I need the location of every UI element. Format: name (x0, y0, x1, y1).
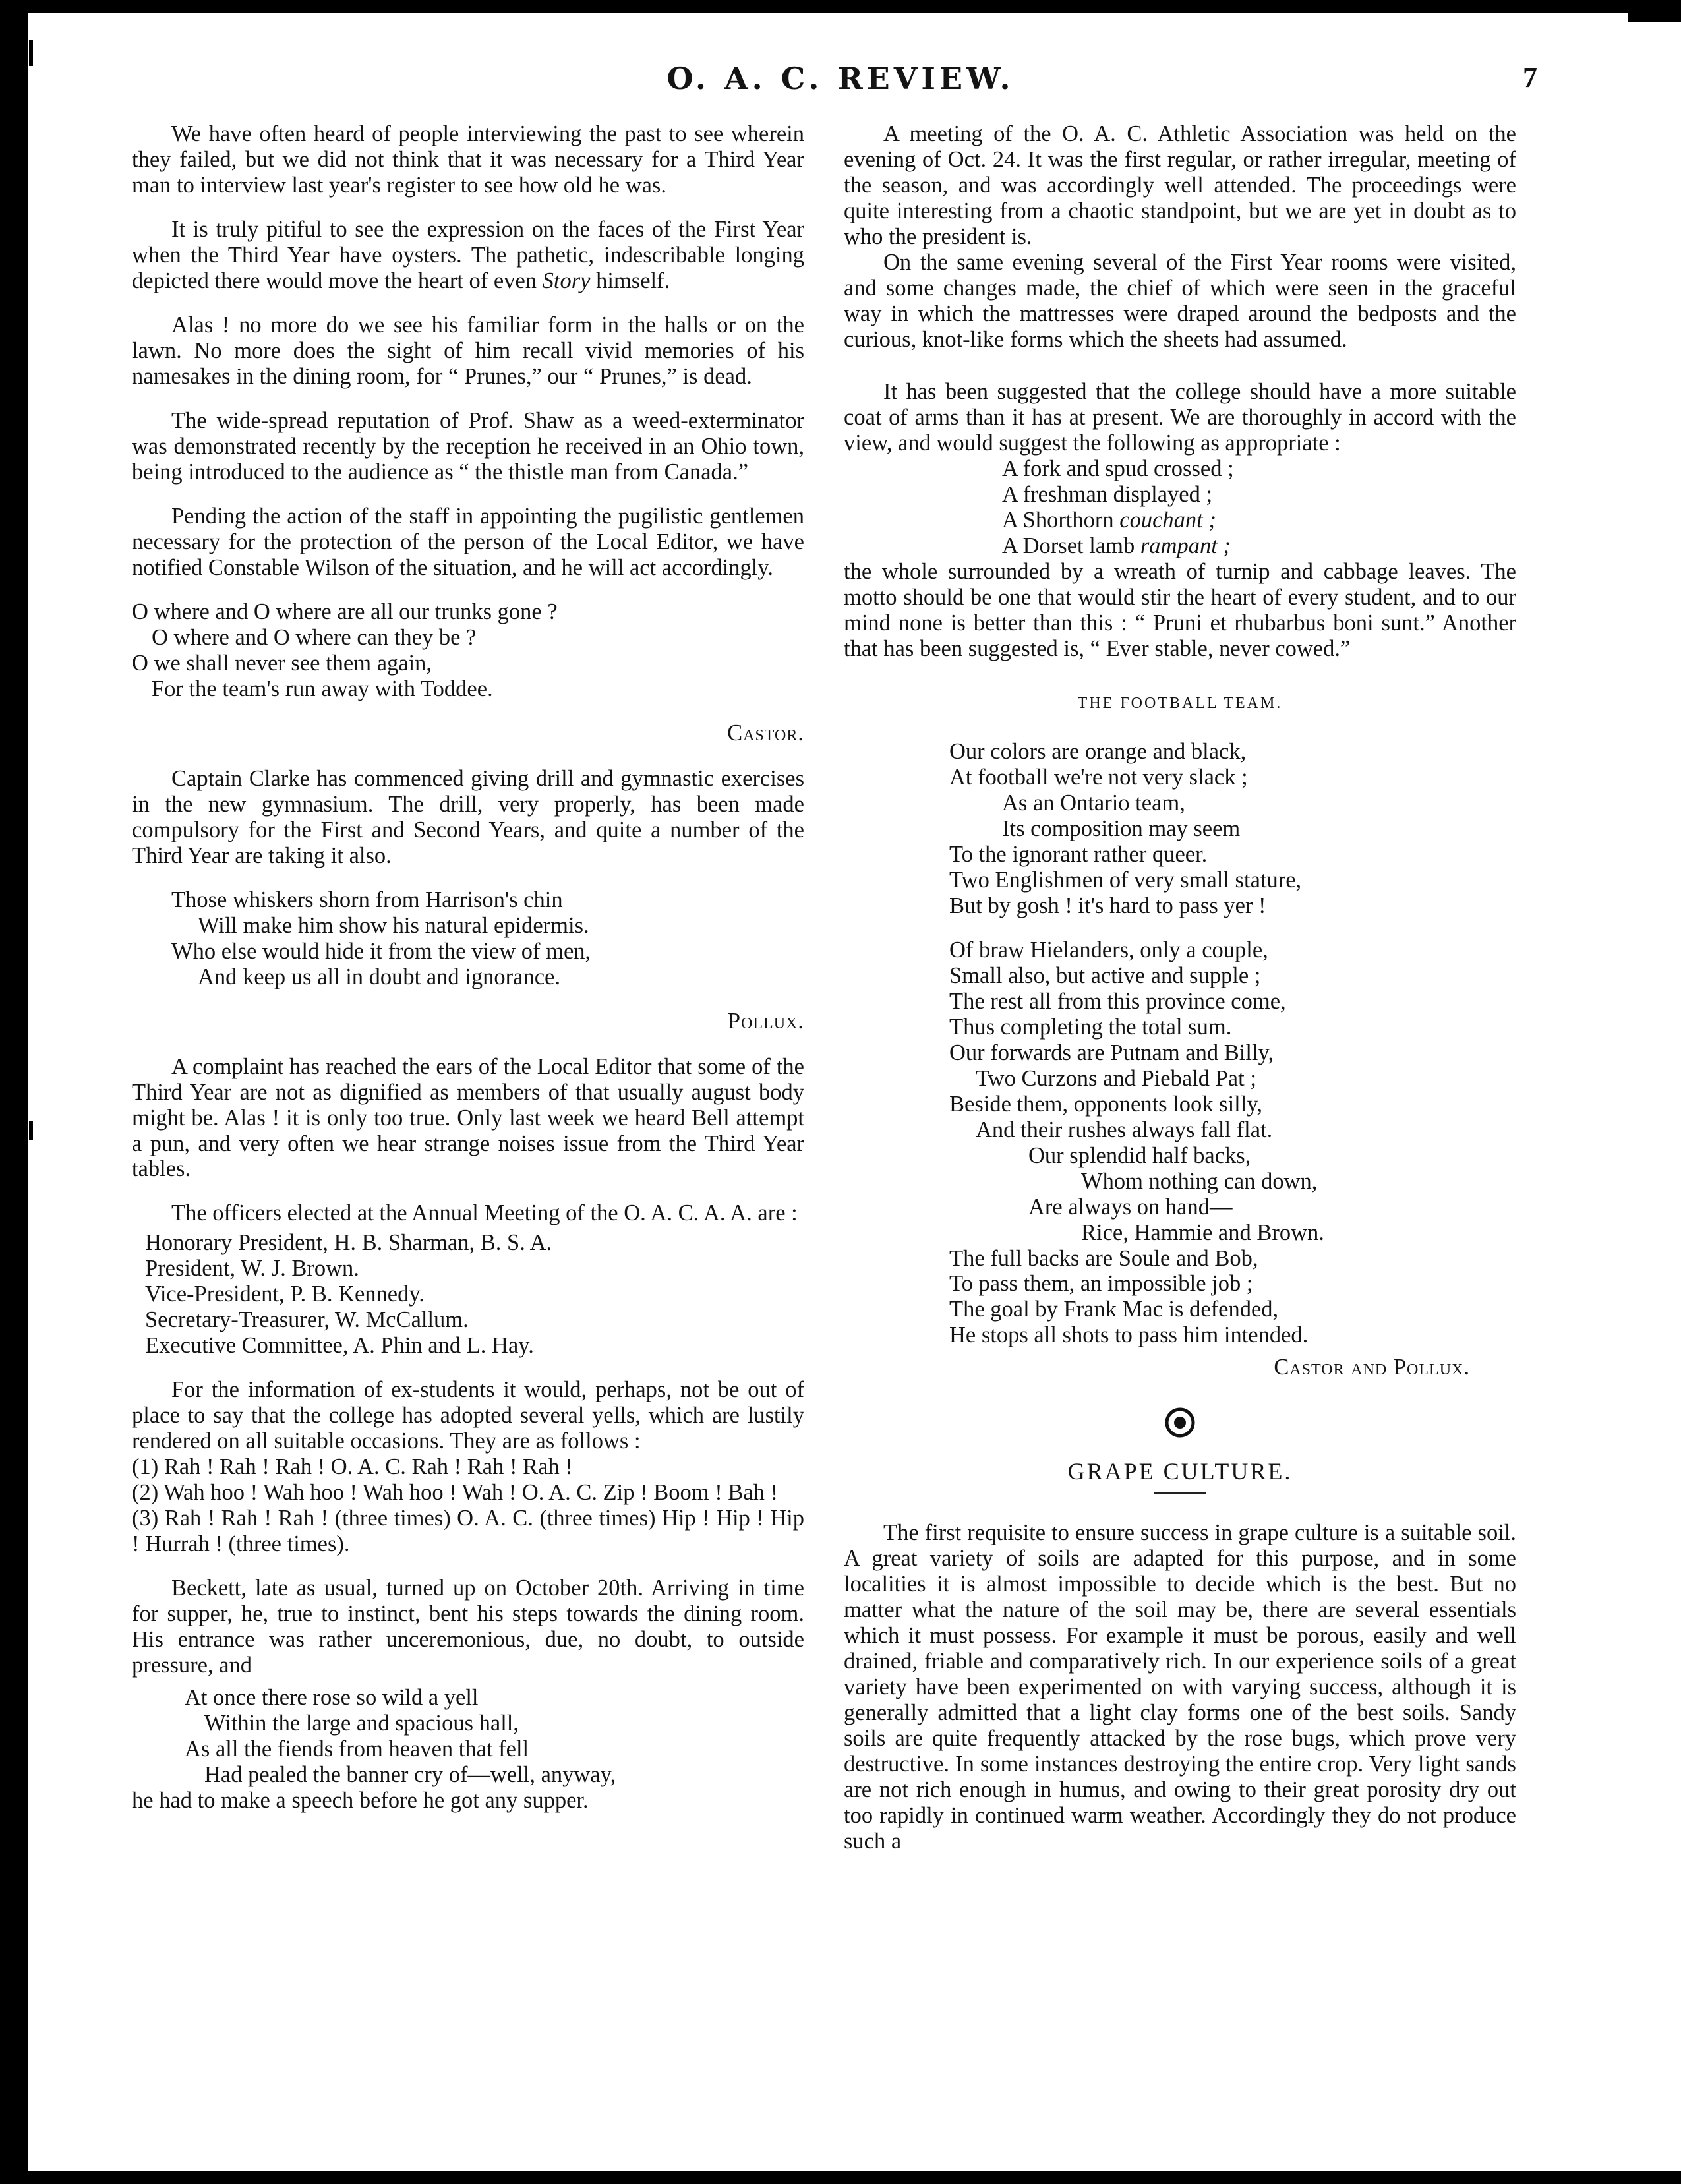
poem-line: Rice, Hammie and Brown. (1081, 1220, 1324, 1245)
signature: Castor and Pollux. (1274, 1355, 1470, 1380)
poem-stanza (844, 739, 1516, 919)
paragraph: Pending the action of the staff in appointing the pugilistic gentlemen necessary for the protection of the person of the Local Editor, we have notified Constable Wilson of the situation, and he will act accordingly. (132, 503, 804, 580)
italic-text: couchant ; (1119, 507, 1216, 533)
left-border (0, 0, 28, 2184)
bottom-border (0, 2171, 1681, 2184)
verse-line: For the team's run away with Toddee. (152, 676, 493, 701)
poem-line: Thus completing the total sum. (949, 1014, 1232, 1040)
officer-item: Executive Committee, A. Phin and L. Hay. (145, 1333, 534, 1359)
verse (132, 1685, 804, 1788)
officers-list (132, 1230, 804, 1359)
verse-line: Will make him show his natural epidermis. (198, 912, 589, 938)
paragraph: On the same evening several of the First Year rooms were visited, and some changes made, the chief of which were seen in the graceful way in which the mattresses were draped around the bedposts and the curious, knot-like forms which the sheets had assumed. (844, 249, 1516, 352)
paragraph: Alas ! no more do we see his familiar form in the halls or on the lawn. No more does the sight of him recall vivid memories of his namesakes in the dining room, for “ Prunes,” our “ Prunes,” is dead. (132, 312, 804, 389)
poem-line: Its composition may seem (1002, 815, 1241, 841)
yell-text: (3) Rah ! Rah ! Rah ! (three times) O. A. C. (three times) Hip ! Hip ! Hip ! Hurrah ! (three times). (132, 1506, 804, 1557)
top-border (0, 0, 1628, 13)
officer-item: Honorary President, H. B. Sharman, B. S. A. (145, 1230, 552, 1256)
poem-line: But by gosh ! it's hard to pass yer ! (949, 893, 1266, 918)
arms-item: A fork and spud crossed ; (1002, 456, 1234, 481)
italic-text: rampant ; (1140, 533, 1231, 558)
paragraph: We have often heard of people interviewing the past to see wherein they failed, but we did not think that it was necessary for a Third Year man to interview last year's register to see how old he was. (132, 121, 804, 198)
poem-line: The goal by Frank Mac is defended, (949, 1297, 1279, 1322)
verse (132, 887, 804, 990)
verse-line: Within the large and spacious hall, (204, 1711, 519, 1736)
poem-line: Are always on hand— (1028, 1194, 1233, 1220)
poem-line: The full backs are Soule and Bob, (949, 1245, 1258, 1271)
signature: Castor. (727, 720, 804, 746)
poem-line: The rest all from this province come, (949, 988, 1286, 1014)
verse-line: As all the fiends from heaven that fell (185, 1736, 529, 1762)
paragraph: The officers elected at the Annual Meeting of the O. A. C. A. A. are : (171, 1200, 798, 1226)
heading-rule (1154, 1492, 1206, 1494)
verse-line: O where and O where can they be ? (152, 624, 477, 650)
right-column (844, 121, 1516, 1873)
arms-item (1002, 533, 1516, 559)
arms-item: A freshman displayed ; (1002, 481, 1213, 507)
text-run: A Dorset lamb (1002, 533, 1140, 558)
poem-line: Two Englishmen of very small stature, (949, 867, 1302, 893)
verse-line: And keep us all in doubt and ignorance. (198, 964, 560, 989)
left-column (132, 121, 804, 1814)
page-number: 7 (1523, 61, 1537, 94)
poem-line: And their rushes always fall flat. (976, 1117, 1273, 1142)
italic-text: Story (542, 268, 591, 293)
page-header (0, 61, 1681, 100)
top-border-cap (1628, 0, 1681, 22)
officer-item: Vice-President, P. B. Kennedy. (145, 1282, 425, 1307)
yells-list (132, 1454, 804, 1557)
section-heading: THE FOOTBALL TEAM. (1077, 694, 1283, 712)
section-heading: GRAPE CULTURE. (1067, 1458, 1293, 1485)
paragraph: It has been suggested that the college should have a more suitable coat of arms than it has at present. We are thoroughly in accord with the view, and would suggest the following as appropriate : (844, 378, 1516, 456)
paragraph-end: he had to make a speech before he got any supper. (132, 1788, 589, 1814)
paragraph: For the information of ex-students it would, perhaps, not be out of place to say that the college has adopted several yells, which are lustily rendered on all suitable occasions. They are as follows : (132, 1377, 804, 1454)
verse-line: Had pealed the banner cry of—well, anyway, (204, 1762, 616, 1788)
paragraph (132, 217, 804, 294)
poem-line: Our splendid half backs, (1028, 1142, 1251, 1168)
text-run: A Shorthorn (1002, 507, 1120, 533)
verse-line: At once there rose so wild a yell (185, 1685, 479, 1711)
yell-item (132, 1454, 804, 1480)
paragraph: Beckett, late as usual, turned up on October 20th. Arriving in time for supper, he, true to instinct, bent his steps towards the dining room. His entrance was rather unceremonious, due, no doubt, to outside pressure, and (132, 1576, 804, 1678)
poem-stanza (844, 937, 1516, 1349)
text-run: himself. (590, 268, 670, 293)
yell-item (132, 1506, 804, 1557)
masthead: O. A. C. REVIEW. (666, 61, 1015, 96)
ornament-icon (1164, 1407, 1196, 1438)
poem-line: Our forwards are Putnam and Billy, (949, 1040, 1274, 1065)
poem-line: Small also, but active and supple ; (949, 962, 1261, 988)
officer-item: Secretary-Treasurer, W. McCallum. (145, 1307, 469, 1333)
verse-line: O where and O where are all our trunks gone ? (132, 599, 558, 624)
paragraph: The first requisite to ensure success in grape culture is a suitable soil. A great variety of soils are adapted for this purpose, and in some localities it is almost impossible to decide which is the best. But no matter what the nature of the soil may be, there are several essentials which it must possess. For example it must be porous, easily and well drained, friable and comparatively rich. In our experience soils of a great variety have been experimented on with varying success, although it is generally admitted that a light clay forms one of the best soils. Sandy soils are quite frequently attacked by the rose bugs, which prove very destructive. In some instances destroying the entire crop. Very light sands are not rich enough in humus, and owing to their great porosity dry out too rapidly in continued warm weather. Accordingly they do not produce such a (844, 1520, 1516, 1854)
signature: Pollux. (727, 1008, 804, 1034)
coat-of-arms-list (844, 456, 1516, 559)
poem-line: At football we're not very slack ; (949, 764, 1248, 790)
arms-item (1002, 508, 1516, 533)
text-run: It is truly pitiful to see the expression on the faces of the First Year when the Third Year have oysters. The pathetic, indescribable longing depicted there would move the heart of even (132, 216, 804, 293)
paragraph: A meeting of the O. A. C. Athletic Association was held on the evening of Oct. 24. It was the first regular, or rather irregular, meeting of the season, and was accordingly well attended. The proceedings were quite interesting from a chaotic standpoint, but we are yet in doubt as to who the president is. (844, 121, 1516, 249)
yell-text: (1) Rah ! Rah ! Rah ! O. A. C. Rah ! Rah ! Rah ! (132, 1454, 573, 1480)
left-border-mark (29, 1121, 33, 1140)
verse-line: Who else would hide it from the view of men, (171, 938, 591, 964)
officer-item: President, W. J. Brown. (145, 1256, 359, 1282)
yell-item (132, 1480, 804, 1506)
paragraph: the whole surrounded by a wreath of turnip and cabbage leaves. The motto should be one that would stir the heart of every student, and to our mind none is better than this : “ Pruni et rhubarbus boni sunt.” Another that has been suggested is, “ Ever stable, never cowed.” (844, 558, 1516, 661)
poem-line: Of braw Hielanders, only a couple, (949, 937, 1268, 962)
poem-line: To pass them, an impossible job ; (949, 1271, 1253, 1297)
yell-text: (2) Wah hoo ! Wah hoo ! Wah hoo ! Wah ! O. A. C. Zip ! Boom ! Bah ! (132, 1480, 778, 1506)
poem-line: Our colors are orange and black, (949, 738, 1247, 764)
verse-line: Those whiskers shorn from Harrison's chin (171, 887, 563, 912)
poem-line: To the ignorant rather queer. (949, 841, 1208, 867)
poem-line: Two Curzons and Piebald Pat ; (976, 1065, 1256, 1091)
poem-line: Whom nothing can down, (1081, 1168, 1318, 1194)
verse-line: O we shall never see them again, (132, 650, 432, 676)
paragraph: The wide-spread reputation of Prof. Shaw as a weed-exterminator was demonstrated recently by the reception he received in an Ohio town, being introduced to the audience as “ the thistle man from Canada.” (132, 407, 804, 485)
paragraph: Captain Clarke has commenced giving drill and gymnastic exercises in the new gymnasium. The drill, very properly, has been made compulsory for the First and Second Years, and quite a number of the Third Year are taking it also. (132, 765, 804, 868)
paragraph: A complaint has reached the ears of the Local Editor that some of the Third Year are not as dignified as members of that usually august body might be. Alas ! it is only too true. Only last week we heard Bell attempt a pun, and very often we hear strange noises issue from the Third Year tables. (132, 1053, 804, 1182)
poem-line: As an Ontario team, (1002, 790, 1185, 815)
verse (132, 599, 804, 702)
poem-line: Beside them, opponents look silly, (949, 1091, 1262, 1117)
poem-line: He stops all shots to pass him intended. (949, 1322, 1309, 1348)
